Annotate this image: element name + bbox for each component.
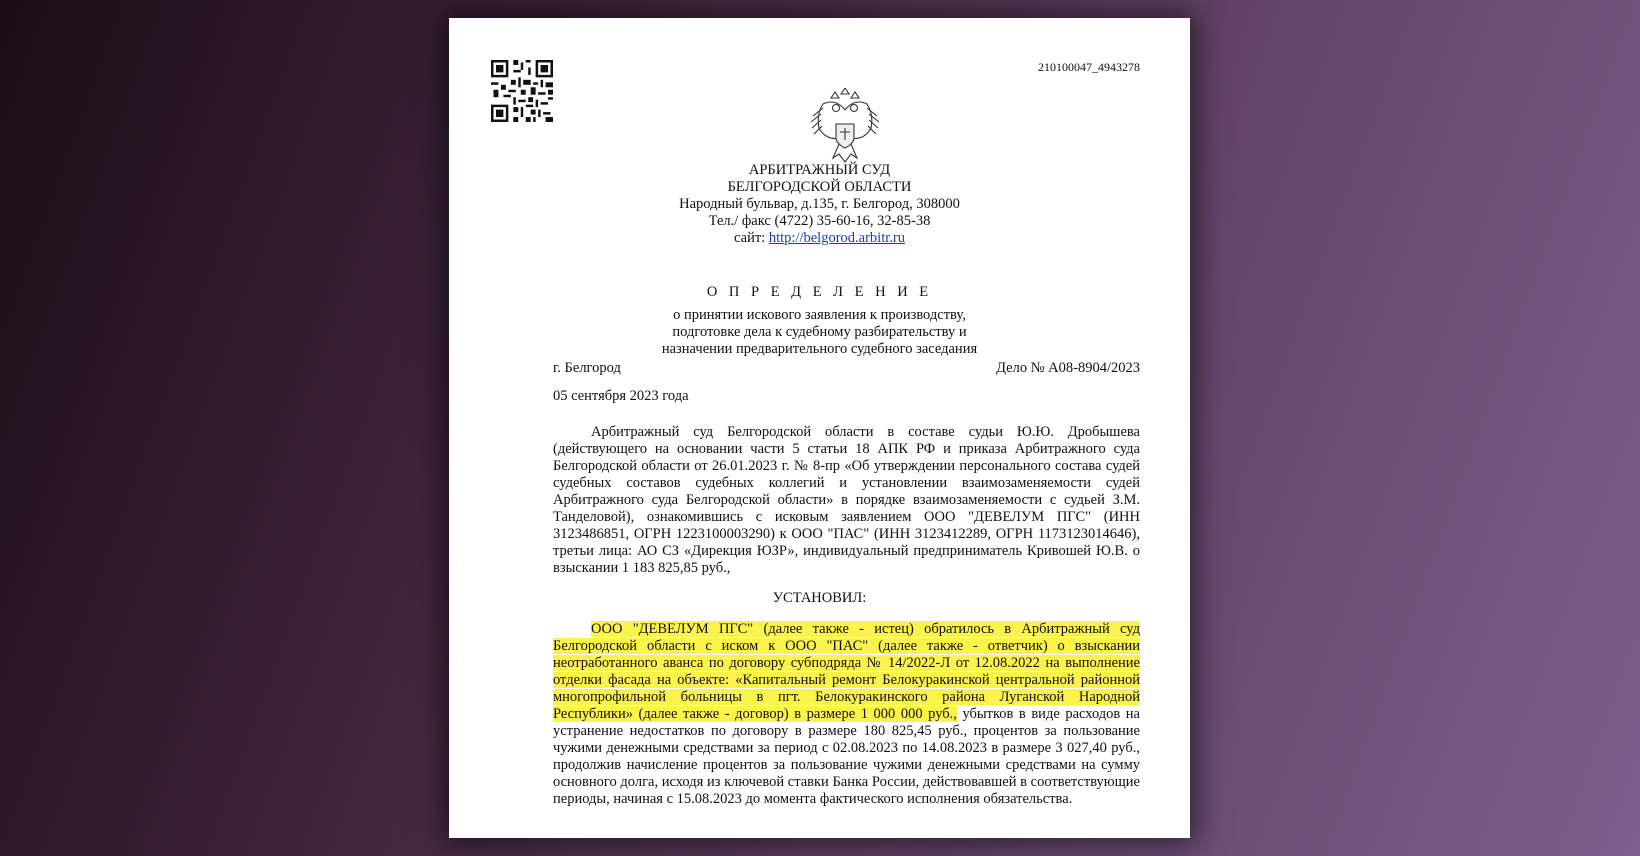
subtitle-line3: назначении предварительного судебного заседания	[661, 341, 978, 357]
court-phone: Тел./ факс (4722) 35-60-16, 32-85-38	[708, 213, 931, 229]
city: г. Белгород	[553, 360, 621, 376]
claim-continued-text: убытков в виде расходов на устранение недостатков по договору в размере 180 825,45 руб., процентов за пользование чужими денежными средствами за период с 02.08.2023 по 14.08.2023 в размере 3 027,40 руб., продолжив начисление процентов за пользование чужими денежными средствами на сумму основного долга, исходя из ключевой ставки Банка России, действовавшей в соответствующие периоды, начиная с 15.08.2023 до момента фактического исполнения обязательства.	[553, 706, 1140, 807]
qr-code-icon	[491, 60, 553, 122]
site-link[interactable]: http://belgorod.arbitr.ru	[768, 230, 905, 246]
court-name-line2: БЕЛГОРОДСКОЙ ОБЛАСТИ	[727, 179, 912, 195]
site-label: сайт:	[734, 230, 769, 246]
court-header	[449, 162, 1190, 247]
coat-of-arms-icon	[809, 88, 881, 168]
document-date: 05 сентября 2023 года	[553, 388, 689, 404]
subtitle-line2: подготовке дела к судебному разбирательству и	[672, 324, 967, 340]
claim-paragraph	[553, 621, 1140, 808]
court-address: Народный бульвар, д.135, г. Белгород, 308000	[679, 196, 960, 212]
established-heading: УСТАНОВИЛ:	[772, 590, 867, 606]
subtitle-line1: о принятии искового заявления к производству,	[673, 307, 966, 323]
document-subtitle	[449, 307, 1190, 358]
court-name-line1: АРБИТРАЖНЫЙ СУД	[748, 162, 891, 178]
document-title: О П Р Е Д Е Л Е Н И Е	[706, 284, 933, 300]
case-number: Дело № А08-8904/2023	[996, 360, 1140, 376]
document-id: 210100047_4943278	[1038, 60, 1140, 74]
court-site	[449, 230, 1190, 247]
city-case-row	[553, 360, 1140, 377]
intro-paragraph: Арбитражный суд Белгородской области в составе судьи Ю.Ю. Дробышева (действующего на основании части 5 статьи 18 АПК РФ и приказа Арбитражного суда Белгородской области от 26.01.2023 г. № 8-пр «Об утверждении персонального состава судей судебных составов судебных коллегий и установлении взаимозаменяемости судей Арбитражного суда Белгородской области» в порядке взаимозаменяемости с судьей З.М. Танделовой), ознакомившись с исковым заявлением ООО "ДЕВЕЛУМ ПГС" (ИНН 3123486851, ОГРН 1223100003290) к ООО "ПАС" (ИНН 3123412289, ОГРН 1173123014646), третьи лица: АО СЗ «Дирекция ЮЗР», индивидуальный предприниматель Кривошей Ю.В. о взыскании 1 183 825,85 руб.,	[553, 424, 1140, 576]
highlighted-claim-text: ООО "ДЕВЕЛУМ ПГС" (далее также - истец) обратилось в Арбитражный суд Белгородской области с иском к ООО "ПАС" (далее также - ответчик) о взыскании неотработанного аванса по договору субподряда № 14/2022-Л от 12.08.2022 на выполнение отделки фасада на объекте: «Капитальный ремонт Белокуракинской центральной районной многопрофильной больницы в пгт. Белокуракинского района Луганской Народной Республики» (далее также - договор) в размере 1 000 000 руб.,	[553, 621, 1140, 722]
document-page	[449, 18, 1190, 838]
